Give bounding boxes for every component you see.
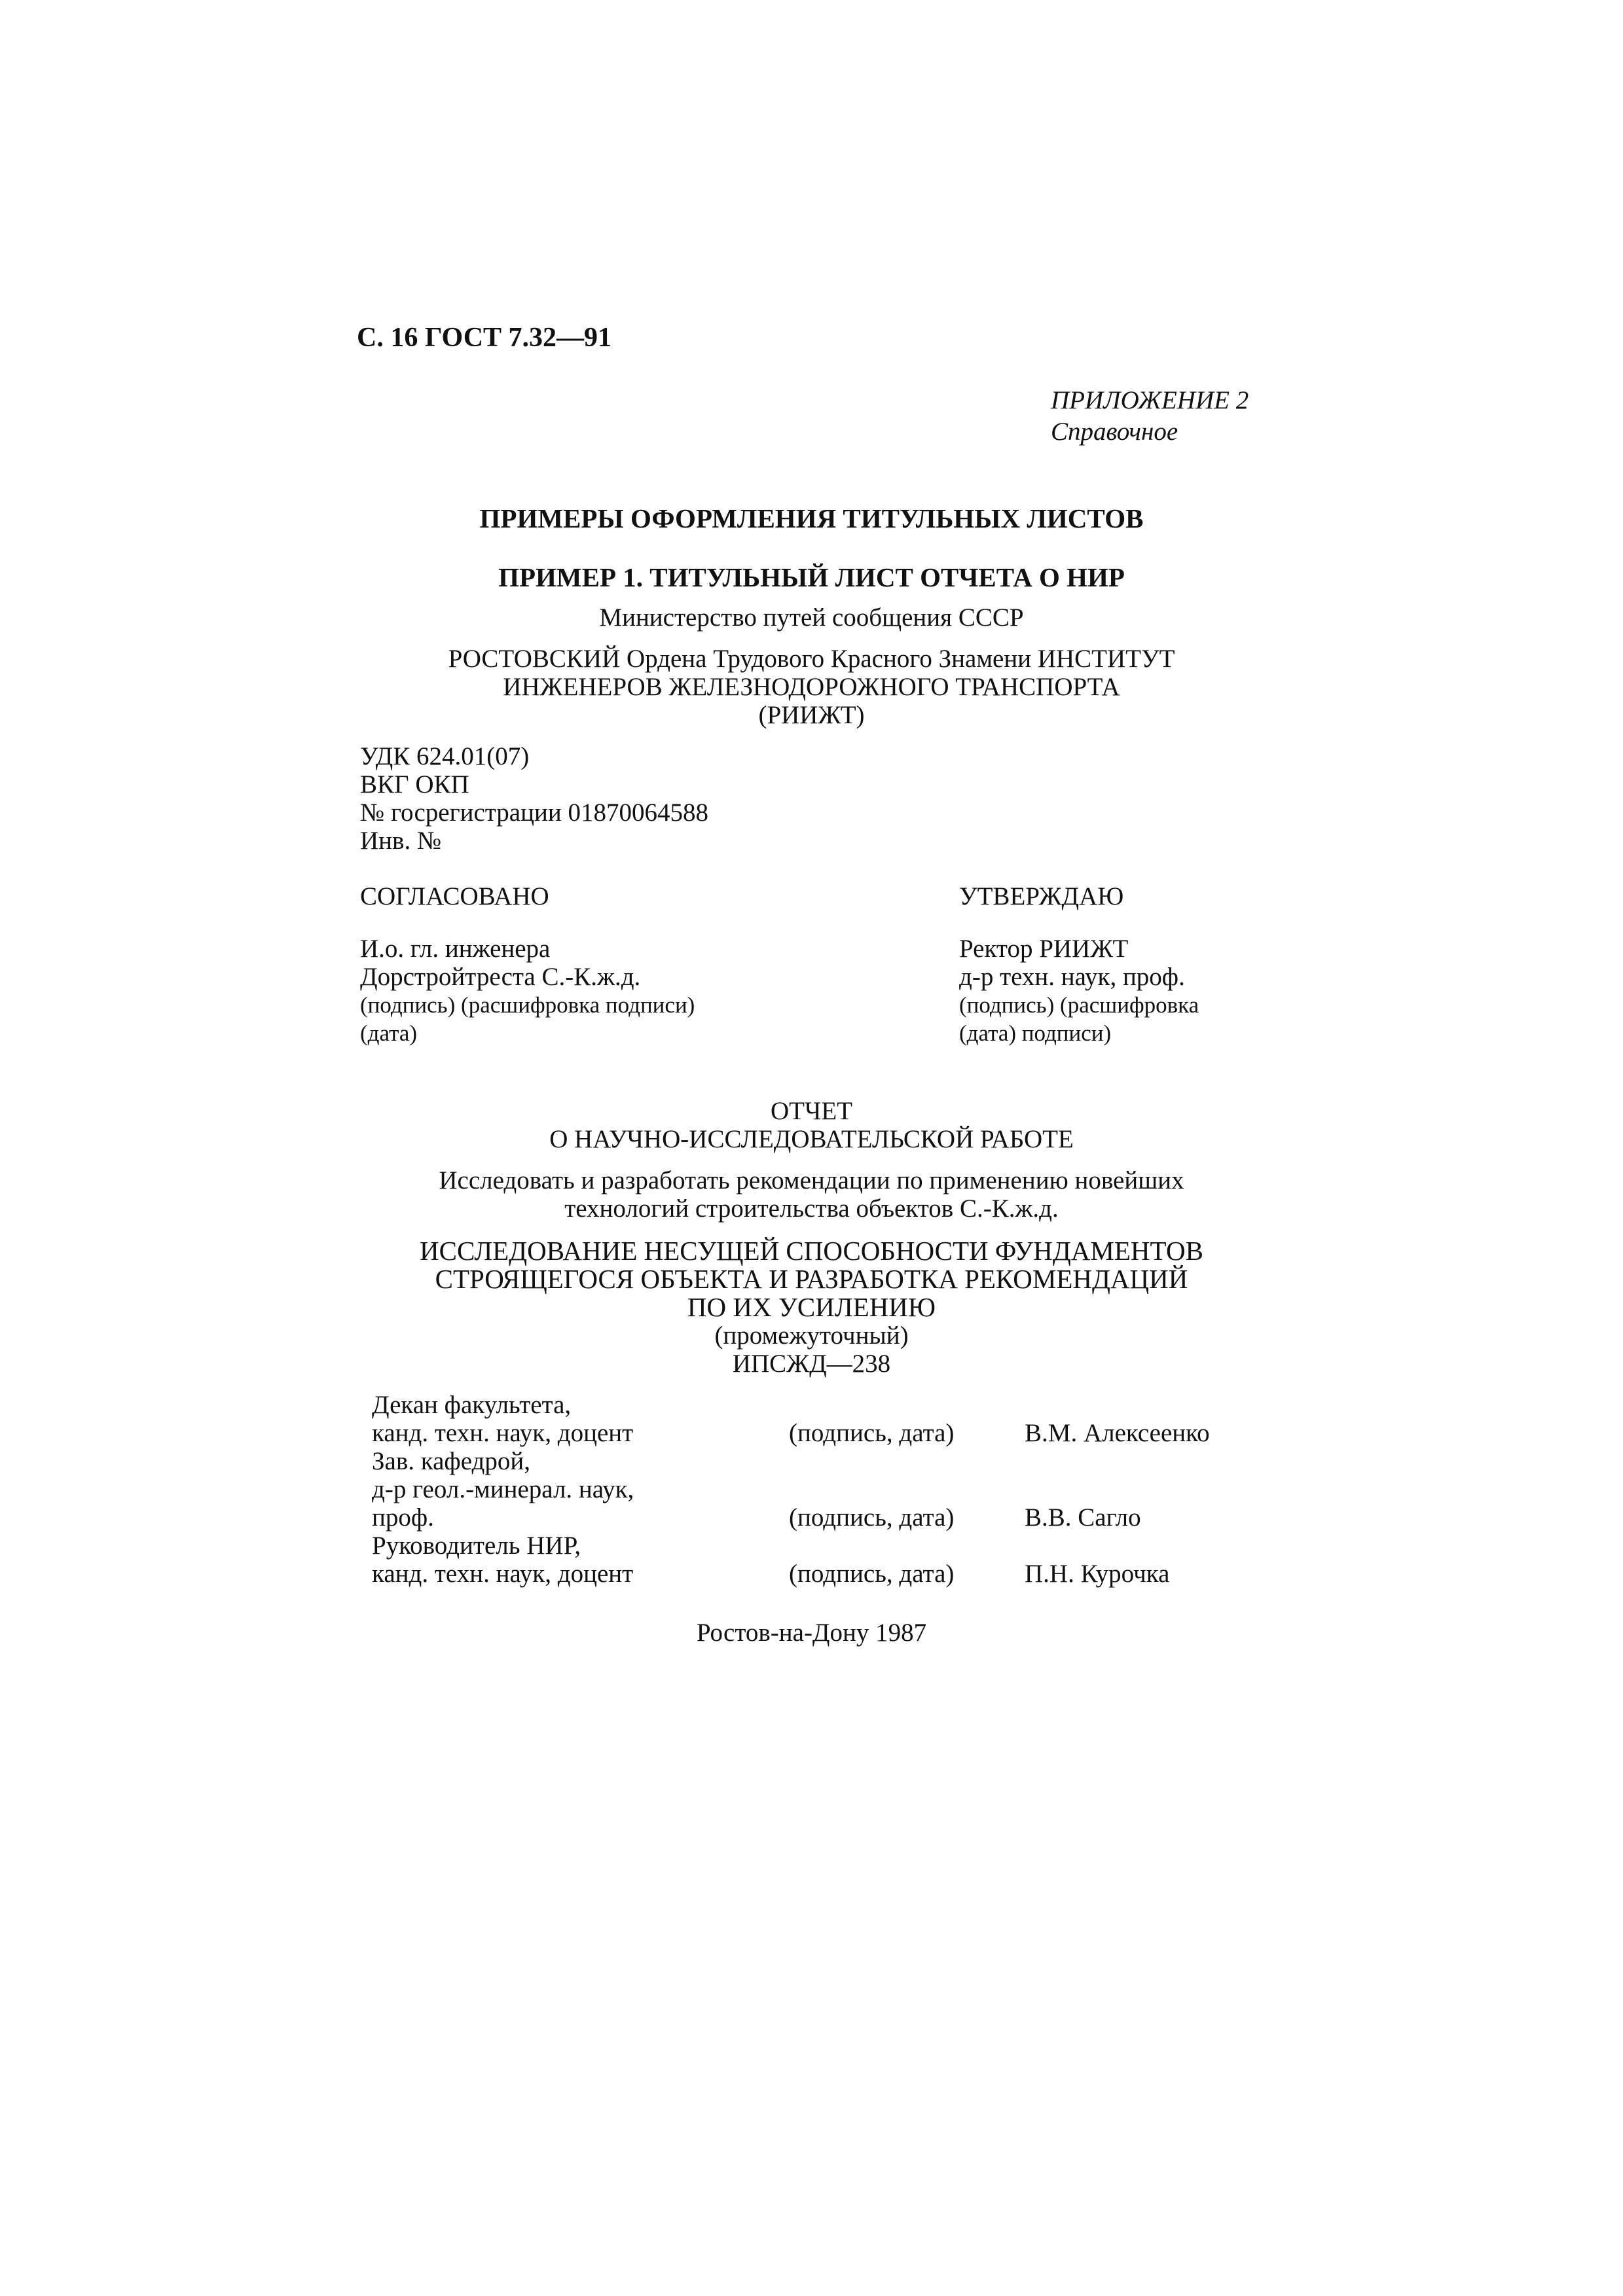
signatory-1-name: В.М. Алексеенко <box>1025 1419 1210 1447</box>
agreed-title: СОГЛАСОВАНО <box>360 882 549 910</box>
signatory-2-role-1: Зав. кафедрой, <box>372 1447 530 1475</box>
appendix-label <box>1051 385 1249 448</box>
inventory-number: Инв. № <box>360 827 442 855</box>
agreed-signature: (подпись) (расшифровка подписи) <box>360 992 695 1018</box>
report-theme-2: технологий строительства объектов С.-К.ж.д. <box>564 1194 1059 1223</box>
signatory-3-name: П.Н. Курочка <box>1025 1560 1170 1588</box>
report-title-2: О НАУЧНО-ИССЛЕДОВАТЕЛЬСКОЙ РАБОТЕ <box>549 1125 1074 1153</box>
approved-date: (дата) подписи) <box>959 1020 1112 1046</box>
example-heading: ПРИМЕР 1. ТИТУЛЬНЫЙ ЛИСТ ОТЧЕТА О НИР <box>498 562 1125 592</box>
signatory-3-sign: (подпись, дата) <box>789 1560 955 1588</box>
signatory-2-sign: (подпись, дата) <box>789 1503 955 1532</box>
report-topic-2: СТРОЯЩЕГОСЯ ОБЪЕКТА И РАЗРАБОТКА РЕКОМЕНДАЦИЙ <box>435 1264 1188 1294</box>
signatory-2-role-3: проф. <box>372 1503 434 1532</box>
approved-degree: д-р техн. наук, проф. <box>959 963 1185 991</box>
page-header: С. 16 ГОСТ 7.32—91 <box>357 323 612 353</box>
registry-block <box>360 742 708 855</box>
appendix-subtitle: Справочное <box>1051 418 1178 446</box>
signatory-3-role-1: Руководитель НИР, <box>372 1532 581 1560</box>
agreed-organization: Дорстройтреста С.-К.ж.д. <box>360 963 641 991</box>
report-theme-1: Исследовать и разработать рекомендации по применению новейших <box>439 1166 1184 1194</box>
signatory-1-role-1: Декан факультета, <box>372 1391 572 1419</box>
report-kind: (промежуточный) <box>714 1321 909 1350</box>
institute-line-2: ИНЖЕНЕРОВ ЖЕЛЕЗНОДОРОЖНОГО ТРАНСПОРТА <box>503 673 1120 701</box>
report-title-1: ОТЧЕТ <box>771 1097 852 1125</box>
signatory-3-role-2: канд. техн. наук, доцент <box>372 1560 634 1588</box>
signatory-2-role-2: д-р геол.-минерал. наук, <box>372 1475 634 1503</box>
approved-signature: (подпись) (расшифровка <box>959 992 1199 1018</box>
report-topic-1: ИССЛЕДОВАНИЕ НЕСУЩЕЙ СПОСОБНОСТИ ФУНДАМЕНТОВ <box>420 1236 1203 1266</box>
appendix-title: ПРИЛОЖЕНИЕ 2 <box>1051 386 1249 414</box>
agreed-date: (дата) <box>360 1020 418 1046</box>
ministry-name: Министерство путей сообщения СССР <box>599 603 1024 632</box>
registration-number: № госрегистрации 01870064588 <box>360 798 708 827</box>
report-code: ИПСЖД—238 <box>732 1350 891 1378</box>
place-and-year: Ростов-на-Дону 1987 <box>696 1619 927 1647</box>
udk-code: УДК 624.01(07) <box>360 742 530 770</box>
approved-position: Ректор РИИЖТ <box>959 935 1129 963</box>
institute-line-1: РОСТОВСКИЙ Ордена Трудового Красного Знамени ИНСТИТУТ <box>448 645 1175 673</box>
main-heading: ПРИМЕРЫ ОФОРМЛЕНИЯ ТИТУЛЬНЫХ ЛИСТОВ <box>479 503 1144 533</box>
approved-block <box>959 935 1199 1047</box>
agreed-block <box>360 935 695 1047</box>
report-topic-3: ПО ИХ УСИЛЕНИЮ <box>687 1292 936 1322</box>
signatory-2-name: В.В. Сагло <box>1025 1503 1141 1532</box>
approved-title: УТВЕРЖДАЮ <box>959 882 1124 910</box>
signatory-1-role-2: канд. техн. наук, доцент <box>372 1419 634 1447</box>
vkg-code: ВКГ ОКП <box>360 770 469 798</box>
institute-abbr: (РИИЖТ) <box>758 701 865 729</box>
agreed-position: И.о. гл. инженера <box>360 935 551 963</box>
signatory-1-sign: (подпись, дата) <box>789 1419 955 1447</box>
